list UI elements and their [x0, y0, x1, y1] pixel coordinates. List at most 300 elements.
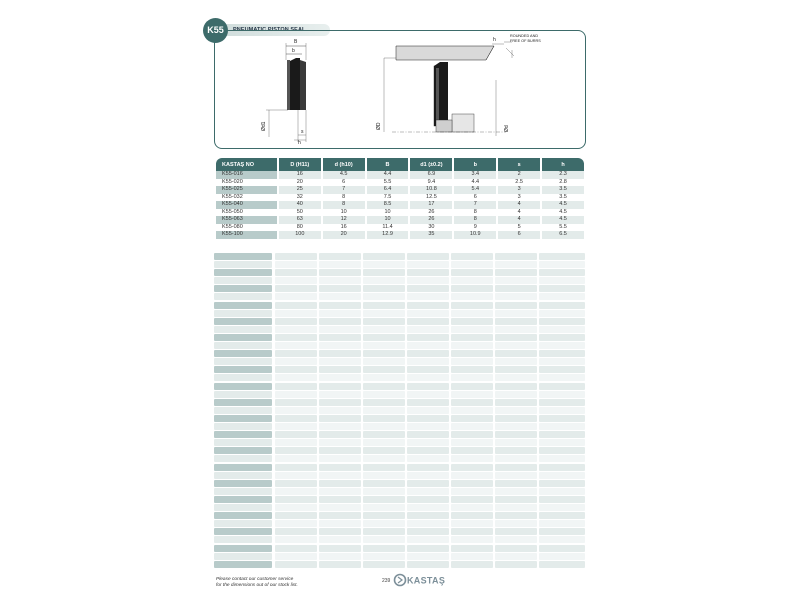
- empty-cell: [363, 512, 405, 519]
- empty-cell: [214, 326, 272, 333]
- empty-cell: [214, 512, 272, 519]
- empty-cell: [319, 261, 361, 268]
- empty-cell: [451, 553, 493, 560]
- empty-cell: [495, 545, 537, 552]
- empty-cell: [495, 464, 537, 471]
- table-cell: 4.4: [454, 179, 496, 187]
- empty-cell: [495, 399, 537, 406]
- empty-cell: [539, 326, 585, 333]
- empty-cell: [407, 342, 449, 349]
- empty-cell: [363, 310, 405, 317]
- table-cell: 10: [323, 209, 365, 217]
- empty-cell: [539, 277, 585, 284]
- table-cell: 40: [279, 201, 321, 209]
- cell-part-number: K55-032: [216, 194, 277, 202]
- empty-cell: [214, 439, 272, 446]
- empty-cell: [495, 326, 537, 333]
- empty-cell: [451, 407, 493, 414]
- empty-cell: [407, 553, 449, 560]
- empty-cell: [275, 553, 317, 560]
- empty-cell: [275, 310, 317, 317]
- empty-cell: [407, 480, 449, 487]
- empty-cell: [363, 326, 405, 333]
- empty-cell: [495, 391, 537, 398]
- table-cell: 80: [279, 224, 321, 232]
- table-cell: 4.5: [542, 209, 584, 217]
- empty-cell: [539, 269, 585, 276]
- empty-cell: [275, 269, 317, 276]
- empty-cell: [407, 383, 449, 390]
- label-B: B: [294, 39, 298, 45]
- empty-cell: [539, 520, 585, 527]
- empty-cell: [495, 415, 537, 422]
- empty-cell: [451, 261, 493, 268]
- empty-cell: [407, 391, 449, 398]
- header-B: B: [367, 158, 409, 171]
- empty-cell: [495, 447, 537, 454]
- table-row: [216, 216, 584, 224]
- label-b: b: [292, 48, 295, 54]
- table-cell: 3.5: [542, 194, 584, 202]
- table-cell: 30: [410, 224, 452, 232]
- empty-cell: [275, 391, 317, 398]
- empty-cell: [363, 374, 405, 381]
- table-row: [216, 201, 584, 209]
- empty-cell: [451, 472, 493, 479]
- table-row: [216, 179, 584, 187]
- label-s: s: [301, 129, 304, 135]
- empty-cell: [319, 366, 361, 373]
- empty-cell: [495, 520, 537, 527]
- empty-cell: [214, 358, 272, 365]
- empty-cell: [214, 431, 272, 438]
- empty-cell: [451, 285, 493, 292]
- table-cell: 5: [498, 224, 540, 232]
- empty-cell: [214, 496, 272, 503]
- empty-cell: [495, 561, 537, 568]
- empty-cell: [451, 504, 493, 511]
- empty-cell: [214, 261, 272, 268]
- cell-part-number: K55-100: [216, 231, 277, 239]
- empty-cell: [407, 423, 449, 430]
- empty-cell: [214, 472, 272, 479]
- empty-cell: [451, 366, 493, 373]
- empty-cell: [451, 545, 493, 552]
- empty-cell: [407, 561, 449, 568]
- empty-cell: [539, 310, 585, 317]
- empty-cell: [319, 536, 361, 543]
- table-cell: 8.5: [367, 201, 409, 209]
- empty-cell: [539, 536, 585, 543]
- label-note-line2: FREE OF BURRS: [510, 39, 541, 43]
- empty-cell: [319, 407, 361, 414]
- empty-cell: [495, 496, 537, 503]
- empty-cell: [275, 472, 317, 479]
- empty-cell: [451, 439, 493, 446]
- empty-cell: [275, 455, 317, 462]
- empty-cell: [363, 318, 405, 325]
- table-cell: 26: [410, 216, 452, 224]
- empty-cell: [275, 293, 317, 300]
- empty-cell: [363, 399, 405, 406]
- kastas-logo: [393, 573, 453, 587]
- label-h: h: [298, 140, 301, 146]
- dimension-table: [214, 158, 586, 239]
- table-row: [216, 209, 584, 217]
- empty-cell: [214, 374, 272, 381]
- empty-cell: [214, 253, 272, 260]
- empty-cell: [539, 318, 585, 325]
- empty-cell: [319, 253, 361, 260]
- table-cell: 25: [279, 186, 321, 194]
- empty-cell: [495, 318, 537, 325]
- empty-cell: [319, 342, 361, 349]
- empty-cell: [363, 415, 405, 422]
- table-cell: 63: [279, 216, 321, 224]
- table-cell: 16: [323, 224, 365, 232]
- empty-cell: [451, 464, 493, 471]
- empty-cell: [363, 545, 405, 552]
- empty-cell: [539, 358, 585, 365]
- empty-cell: [407, 520, 449, 527]
- empty-cell: [275, 415, 317, 422]
- empty-cell: [407, 326, 449, 333]
- empty-cell: [214, 415, 272, 422]
- empty-cell: [451, 488, 493, 495]
- empty-cell: [214, 407, 272, 414]
- empty-cell: [407, 350, 449, 357]
- empty-cell: [214, 455, 272, 462]
- empty-cell: [363, 350, 405, 357]
- empty-cell: [407, 253, 449, 260]
- table-cell: 20: [323, 231, 365, 239]
- empty-cell: [363, 520, 405, 527]
- empty-cell: [539, 480, 585, 487]
- empty-cell: [407, 399, 449, 406]
- empty-cell: [539, 496, 585, 503]
- empty-cell: [495, 350, 537, 357]
- empty-cell: [319, 383, 361, 390]
- empty-cell: [319, 439, 361, 446]
- empty-cell: [539, 334, 585, 341]
- label-phi-D: ØD: [376, 122, 382, 130]
- empty-cell: [275, 285, 317, 292]
- empty-cell: [495, 310, 537, 317]
- empty-cell: [407, 285, 449, 292]
- empty-cell: [407, 528, 449, 535]
- table-cell: 11.4: [367, 224, 409, 232]
- cell-part-number: K55-063: [216, 216, 277, 224]
- empty-cell: [539, 423, 585, 430]
- empty-cell: [214, 561, 272, 568]
- table-row: [216, 194, 584, 202]
- table-cell: 7.5: [367, 194, 409, 202]
- empty-cell: [451, 342, 493, 349]
- empty-cell: [451, 423, 493, 430]
- table-header-row: [216, 158, 584, 171]
- empty-cell: [275, 447, 317, 454]
- header-s: s: [498, 158, 540, 171]
- table-cell: 4.5: [542, 201, 584, 209]
- table-cell: 6.9: [410, 171, 452, 179]
- table-cell: 9: [454, 224, 496, 232]
- empty-cell: [407, 464, 449, 471]
- table-cell: 6: [454, 194, 496, 202]
- empty-cell: [214, 545, 272, 552]
- empty-cell: [451, 496, 493, 503]
- seal-cross-section: [261, 39, 306, 146]
- empty-cell: [407, 455, 449, 462]
- empty-cell: [451, 358, 493, 365]
- empty-cell: [407, 536, 449, 543]
- empty-cell: [319, 399, 361, 406]
- empty-cell: [495, 261, 537, 268]
- empty-cell: [407, 472, 449, 479]
- empty-cell: [363, 391, 405, 398]
- empty-cell: [495, 407, 537, 414]
- empty-cell: [214, 480, 272, 487]
- empty-cell: [495, 342, 537, 349]
- cell-part-number: K55-080: [216, 224, 277, 232]
- empty-cell: [451, 293, 493, 300]
- table-cell: 3: [498, 194, 540, 202]
- empty-cell: [407, 366, 449, 373]
- empty-cell: [407, 415, 449, 422]
- empty-cell: [539, 342, 585, 349]
- empty-cell: [539, 383, 585, 390]
- empty-cell: [539, 455, 585, 462]
- empty-cell: [407, 431, 449, 438]
- empty-cell: [495, 472, 537, 479]
- empty-cell: [214, 488, 272, 495]
- empty-cell: [495, 269, 537, 276]
- table-cell: 32: [279, 194, 321, 202]
- header-D: D (H11): [279, 158, 321, 171]
- empty-cell: [539, 302, 585, 309]
- empty-cell: [275, 480, 317, 487]
- empty-cell: [451, 480, 493, 487]
- empty-cell: [214, 366, 272, 373]
- empty-cell: [539, 391, 585, 398]
- empty-cell: [319, 334, 361, 341]
- empty-cell: [495, 504, 537, 511]
- empty-cell: [407, 439, 449, 446]
- table-cell: 10: [367, 216, 409, 224]
- table-row: [216, 231, 584, 239]
- empty-cell: [319, 269, 361, 276]
- empty-cell: [539, 350, 585, 357]
- empty-cell: [363, 302, 405, 309]
- table-cell: 5.4: [454, 186, 496, 194]
- table-cell: 17: [410, 201, 452, 209]
- table-cell: 12: [323, 216, 365, 224]
- empty-cell: [451, 374, 493, 381]
- empty-cell: [495, 512, 537, 519]
- empty-cell: [363, 277, 405, 284]
- empty-cell: [407, 374, 449, 381]
- empty-cell: [319, 528, 361, 535]
- empty-cell: [539, 431, 585, 438]
- empty-cell: [319, 480, 361, 487]
- table-cell: 8: [454, 209, 496, 217]
- empty-cell: [363, 488, 405, 495]
- empty-cell: [539, 472, 585, 479]
- empty-cell: [407, 504, 449, 511]
- empty-cell: [319, 277, 361, 284]
- empty-cell: [407, 310, 449, 317]
- empty-cell: [495, 553, 537, 560]
- empty-cell: [363, 496, 405, 503]
- empty-cell: [363, 536, 405, 543]
- empty-cell: [495, 285, 537, 292]
- empty-cell: [214, 383, 272, 390]
- table-cell: 100: [279, 231, 321, 239]
- empty-cell: [495, 383, 537, 390]
- logo-text: KASTAŞ: [407, 575, 446, 586]
- empty-cell: [495, 488, 537, 495]
- table-cell: 12.9: [367, 231, 409, 239]
- empty-cell: [319, 545, 361, 552]
- empty-cell: [214, 269, 272, 276]
- table-cell: 3: [498, 186, 540, 194]
- empty-cell: [495, 439, 537, 446]
- empty-cell: [363, 285, 405, 292]
- footer-note: [216, 577, 298, 589]
- empty-cell: [407, 496, 449, 503]
- empty-cell: [319, 415, 361, 422]
- empty-cell: [539, 528, 585, 535]
- empty-cell: [451, 253, 493, 260]
- empty-cell: [275, 504, 317, 511]
- label-note-line1: ROUNDED AND: [510, 34, 539, 38]
- empty-cell: [363, 407, 405, 414]
- empty-cell: [319, 447, 361, 454]
- table-row: [216, 186, 584, 194]
- empty-cell: [319, 488, 361, 495]
- empty-cell: [451, 334, 493, 341]
- table-cell: 20: [279, 179, 321, 187]
- empty-cell: [451, 310, 493, 317]
- empty-cell: [275, 439, 317, 446]
- empty-cell: [495, 366, 537, 373]
- cell-part-number: K55-050: [216, 209, 277, 217]
- empty-cell: [214, 423, 272, 430]
- empty-cell: [275, 326, 317, 333]
- empty-cell: [539, 366, 585, 373]
- empty-cell: [275, 528, 317, 535]
- empty-cell: [363, 261, 405, 268]
- empty-cell: [319, 504, 361, 511]
- table-cell: 26: [410, 209, 452, 217]
- footer-note-line1: Please contact our customer service: [216, 577, 294, 582]
- header-kastas-no: KASTAŞ NO: [216, 158, 277, 171]
- empty-cell: [214, 447, 272, 454]
- empty-cell: [363, 455, 405, 462]
- empty-cell: [275, 423, 317, 430]
- empty-cell: [539, 374, 585, 381]
- empty-cell: [407, 318, 449, 325]
- empty-cell: [319, 496, 361, 503]
- empty-cell: [319, 302, 361, 309]
- header-d: d (h10): [323, 158, 365, 171]
- empty-cell: [539, 561, 585, 568]
- label-phi-d: Ød: [504, 125, 510, 132]
- empty-cell: [275, 496, 317, 503]
- housing-drawing: [376, 34, 541, 136]
- empty-cell: [275, 399, 317, 406]
- empty-cell: [451, 512, 493, 519]
- cell-part-number: K55-020: [216, 179, 277, 187]
- header-d1: d1 (±0.2): [410, 158, 452, 171]
- empty-cell: [495, 528, 537, 535]
- empty-cell: [407, 407, 449, 414]
- empty-cell: [275, 374, 317, 381]
- empty-cell: [214, 285, 272, 292]
- table-cell: 2.5: [498, 179, 540, 187]
- empty-cell: [539, 504, 585, 511]
- empty-cell: [407, 302, 449, 309]
- empty-cell: [363, 439, 405, 446]
- empty-cell: [363, 366, 405, 373]
- empty-cell: [451, 399, 493, 406]
- cell-part-number: K55-025: [216, 186, 277, 194]
- empty-cell: [363, 480, 405, 487]
- empty-cell: [319, 520, 361, 527]
- empty-cell: [539, 293, 585, 300]
- empty-cell: [319, 455, 361, 462]
- table-cell: 8: [323, 194, 365, 202]
- empty-cell: [214, 536, 272, 543]
- empty-cell: [407, 447, 449, 454]
- empty-cell: [495, 455, 537, 462]
- header-b: b: [454, 158, 496, 171]
- table-cell: 50: [279, 209, 321, 217]
- empty-cell: [363, 253, 405, 260]
- empty-cell: [539, 253, 585, 260]
- empty-cell: [319, 561, 361, 568]
- table-cell: 5.5: [542, 224, 584, 232]
- empty-cell: [275, 350, 317, 357]
- empty-cell: [495, 334, 537, 341]
- empty-cell: [451, 391, 493, 398]
- empty-cell: [539, 407, 585, 414]
- empty-cell: [451, 326, 493, 333]
- table-row: [216, 171, 584, 179]
- empty-cell: [363, 423, 405, 430]
- table-cell: 10.8: [410, 186, 452, 194]
- empty-cell: [275, 545, 317, 552]
- empty-cell: [539, 261, 585, 268]
- table-cell: 4.5: [323, 171, 365, 179]
- empty-cell: [275, 253, 317, 260]
- empty-cell: [319, 391, 361, 398]
- empty-cell: [319, 318, 361, 325]
- table-cell: 10.9: [454, 231, 496, 239]
- empty-cell: [214, 318, 272, 325]
- empty-cell: [451, 447, 493, 454]
- table-cell: 5.5: [367, 179, 409, 187]
- empty-cell: [275, 318, 317, 325]
- empty-cell: [407, 334, 449, 341]
- empty-cell: [319, 350, 361, 357]
- empty-cell: [275, 512, 317, 519]
- empty-cell: [319, 512, 361, 519]
- empty-cell: [275, 334, 317, 341]
- empty-cell: [495, 358, 537, 365]
- empty-cell: [275, 520, 317, 527]
- product-title: PNEUMATIC PISTON SEAL: [233, 27, 306, 33]
- table-cell: 6: [323, 179, 365, 187]
